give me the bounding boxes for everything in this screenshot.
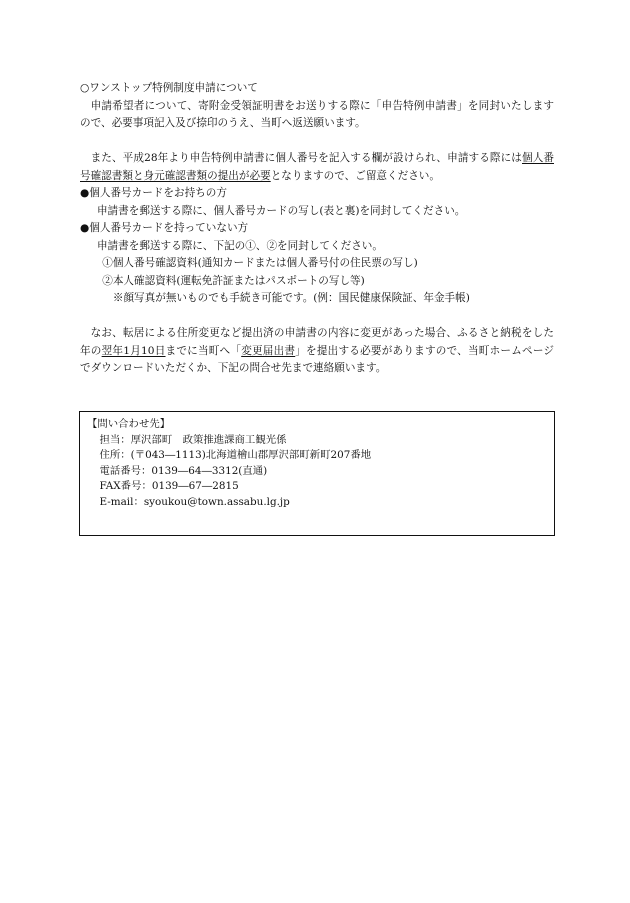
has-card-text: 申請書を郵送する際に、個人番号カードの写し(表と裏)を同封してください。	[96, 204, 466, 217]
contact-box	[79, 411, 555, 536]
no-card-text: 申請書を郵送する際に、下記の①、②を同封してください。	[96, 239, 383, 252]
paragraph-change-mid: までに当町へ「	[165, 344, 242, 357]
deadline-underline: 翌年1月10日	[101, 344, 166, 357]
no-card-title: ●個人番号カードを持っていない方	[80, 222, 249, 234]
paragraph-change-tail: 」を提出する必要がありますので、当町ホームページでダウンロードいただくか、下記の問合せ先まで連絡願います。	[80, 344, 555, 374]
contact-person: 担当：厚沢部町 政策推進課商工観光係	[99, 433, 287, 446]
no-card-item-1: ①個人番号確認資料(通知カードまたは個人番号付の住民票の写し)	[102, 257, 418, 269]
section-heading: ○ワンストップ特例制度申請について	[80, 82, 258, 94]
paragraph-my-number-text: また、平成28年より申告特例申請書に個人番号を記入する欄が設けられ、申請する際には	[90, 152, 522, 164]
document-body	[80, 80, 554, 378]
contact-address: 住所：(〒043―1113)北海道檜山郡厚沢部町新町207番地	[99, 449, 372, 461]
paragraph-change-text: なお、転居による住所変更など提出済の申請書の内容に変更があった場合、ふるさと納税をした年の	[80, 327, 554, 357]
contact-email: E-mail：syoukou@town.assabu.lg.jp	[99, 495, 290, 508]
has-card-title: ●個人番号カードをお持ちの方	[80, 187, 227, 199]
contact-phone: 電話番号：0139―64―3312(直通)	[99, 464, 268, 477]
contact-fax: FAX番号：0139―67―2815	[99, 480, 239, 492]
paragraph-change-notice	[80, 325, 554, 378]
no-card-item-2: ②本人確認資料(運転免許証またはパスポートの写し等)	[102, 274, 365, 287]
paragraph-application: 申請希望者について、寄附金受領証明書をお送りする際に「申告特例申請書」を同封いたしますので、必要事項記入及び捺印のうえ、当町へ返送願います。	[80, 99, 554, 129]
no-card-note: ※顔写真が無いものでも手続き可能です。(例：国民健康保険証、年金手帳)	[112, 292, 470, 304]
paragraph-my-number	[80, 150, 554, 185]
contact-title: 【問い合わせ先】	[87, 418, 171, 430]
paragraph-my-number-tail: となりますので、ご留意ください。	[270, 169, 440, 182]
change-form-underline: 変更届出書	[241, 344, 296, 357]
required-documents-underline: 個人番号確認書類と身元確認書類の提出が必要	[80, 152, 554, 182]
